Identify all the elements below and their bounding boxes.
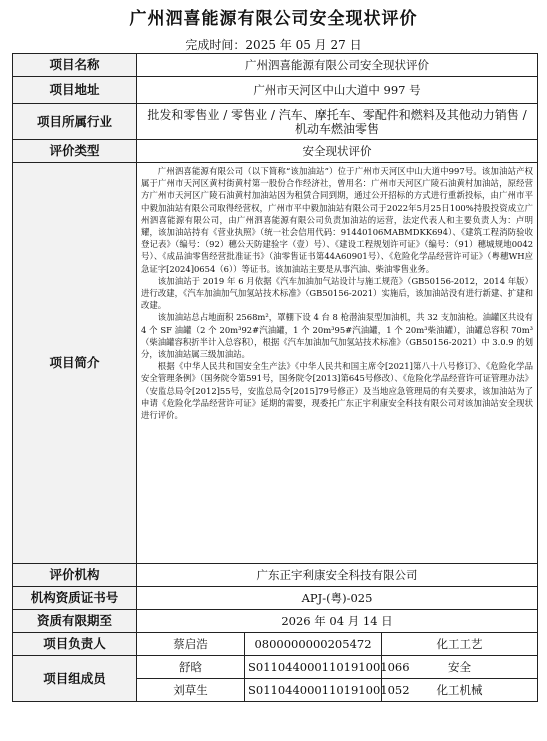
row-eval-type [13,140,538,163]
leader-cert: 0800000000205472 [245,633,382,656]
summary-paragraph-2: 该加油站于 2019 年 6 月依据《汽车加油加气站设计与施工规范》（GB50156-2012，2014 年版）进行改建，《汽车加油加气加氢站技术标准》（GB50156-2021）实施后，该加油站没有进行新建、扩建和改建。 [141,275,534,311]
member-2-specialty: 化工机械 [382,679,538,702]
project-address-label: 项目地址 [13,77,137,104]
member-1-name: 舒晗 [137,656,245,679]
leader-specialty: 化工工艺 [382,633,538,656]
project-name-label: 项目名称 [13,54,137,77]
row-cert-no [13,587,538,610]
eval-org-value: 广东正宇利康安全科技有限公司 [137,564,538,587]
row-summary [13,163,538,564]
member-2-cert: S011044000110191001052 [245,679,382,702]
summary-paragraph-4: 根据《中华人民共和国安全生产法》《中华人民共和国主席令[2021]第八十八号修订》、《危险化学品安全管理条例》（国务院令第591号，国务院令[2013]第645号修改）、《危险化学品经营许可证管理办法》（安监总局令[2012]55号，安监总局令[2015]79号修正）及当地应急管理局的有关要求，该加油站为了申请《危险化学品经营许可证》延期的需要，现委托广东正宇利康安全科技有限公司对该加油站安全现状进行评价。 [141,361,534,421]
member-1-cert: S011044000110191001066 [245,656,382,679]
row-project-address [13,77,538,104]
row-cert-expiry [13,610,538,633]
eval-type-label: 评价类型 [13,140,137,163]
row-member-1 [13,656,538,679]
row-leader [13,633,538,656]
row-industry [13,104,538,140]
cert-no-label: 机构资质证书号 [13,587,137,610]
member-2-name: 刘草生 [137,679,245,702]
summary-paragraph-1: 广州泗喜能源有限公司（以下简称“该加油站”）位于广州市天河区中山大道中997号。该加油站产权属于广州市天河区黄村街黄村第一股份合作经济社，曾用名：广州市天河区广陵石油黄村加油站，原经营方广州市天河区广陵石油黄村加油站因为租赁合同到期，通过公开招标的方式进行重新投标，由广州市平中毅加油站有限公司取得经营权，广州市平中毅加油站有限公司于2022年5月25日100%持股投资成立广州泗喜能源有限公司，由广州泗喜能源有限公司负责加油站的运营，法定代表人和主要负责人为：卢明耀，该加油站持有《营业执照》（统一社会信用代码：91440106MABMDKK694）、《建筑工程消防验收登记表》（编号：（92）穗公天防建验字（壹）号）、《建设工程规划许可证》（编号：（91）穗城规地0042号）、《成品油零售经营批准证书》（油零售证书第44A60901号）、《危险化学品经营许可证》（粤穗WH应急证字[2024]0654（6））等证书。该加油站主要是从事汽油、柴油零售业务。 [141,166,534,274]
row-eval-org [13,564,538,587]
leader-label: 项目负责人 [13,633,137,656]
industry-value: 批发和零售业 / 零售业 / 汽车、摩托车、零配件和燃料及其他动力销售 / 机动车燃油零售 [137,104,538,140]
eval-org-label: 评价机构 [13,564,137,587]
eval-type-value: 安全现状评价 [137,140,538,163]
summary-label: 项目简介 [13,163,137,564]
leader-name: 蔡启浩 [137,633,245,656]
document-title: 广州泗喜能源有限公司安全现状评价 [129,9,418,29]
summary-paragraph-3: 该加油站总占地面积 2568m²，罩棚下设 4 台 8 枪潜油泵型加油机，共 32 支加油枪。油罐区共设有 4 个 SF 油罐（2 个 20m³92#汽油罐，1 个 20m³95#汽油罐，1 个 20m³柴油罐），油罐总容积 70m³（柴油罐容积折半计入总容积），根据《汽车加油加气加氢站技术标准》（GB50156-2021）中 3.0.9 的划分，该加油站属三级加油站。 [141,312,534,360]
completion-date: 完成时间：2025 年 05 月 27 日 [185,38,362,52]
industry-label: 项目所属行业 [13,104,137,140]
cert-no-value: APJ-(粤)-025 [137,587,538,610]
row-project-name [13,54,538,77]
members-label: 项目组成员 [13,656,137,702]
member-1-specialty: 安全 [382,656,538,679]
cert-expiry-value: 2026 年 04 月 14 日 [137,610,538,633]
summary-text [137,163,538,564]
project-name-value: 广州泗喜能源有限公司安全现状评价 [137,54,538,77]
project-address-value: 广州市天河区中山大道中 997 号 [137,77,538,104]
cert-expiry-label: 资质有限期至 [13,610,137,633]
project-info-table [12,53,538,702]
